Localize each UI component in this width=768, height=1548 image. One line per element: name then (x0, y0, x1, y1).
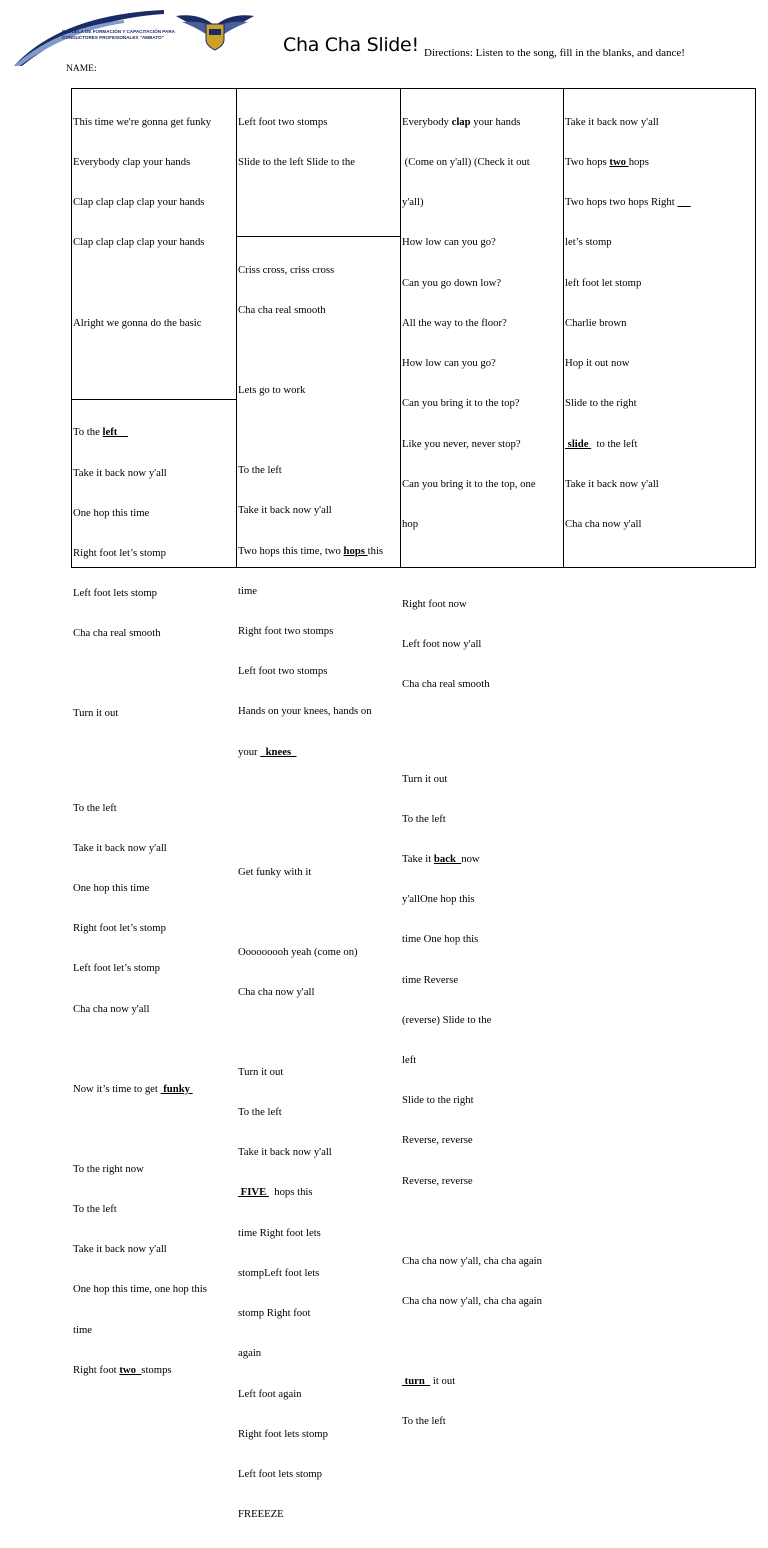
lyric-line: Get funky with it (238, 865, 312, 878)
lyric-text: To the (73, 426, 103, 439)
lyrics-column-1 (72, 89, 236, 1376)
fill-in-blank-answer: left (102, 426, 129, 439)
lyric-line-with-blank (401, 1375, 564, 1388)
lyric-line: FREEEZE (238, 1508, 284, 1521)
lyric-line: time Reverse (402, 973, 459, 986)
lyric-line: All the way to the floor? (402, 316, 507, 329)
lyric-line-with-blank (564, 438, 758, 451)
lyric-line: Criss cross, criss cross (238, 263, 335, 276)
lyrics-column-3 (400, 89, 564, 1428)
lyric-line: Take it back now y'all (73, 841, 167, 854)
lyric-line: Take it back now y'all (565, 477, 659, 490)
lyric-line: Hop it out now (565, 357, 630, 370)
lyric-line: time (73, 1323, 92, 1336)
lyric-text: stomps (141, 1363, 172, 1376)
lyric-line: Clap clap clap clap your hands (73, 196, 205, 209)
page-title: Cha Cha Slide! (283, 34, 419, 56)
lyric-line-with-blank (237, 746, 401, 759)
lyric-line: How low can you go? (402, 236, 496, 249)
lyric-line: Reverse, reverse (402, 1134, 473, 1147)
lyric-line: Right foot let’s stomp (73, 922, 166, 935)
lyric-line: Can you bring it to the top? (402, 397, 520, 410)
lyric-line: Hands on your knees, hands on (238, 705, 372, 718)
lyric-line: One hop this time (73, 881, 150, 894)
lyric-line: Clap clap clap clap your hands (73, 236, 205, 249)
lyric-line: stompLeft foot lets (238, 1266, 320, 1279)
lyric-line: let’s stomp (565, 236, 612, 249)
lyric-text: hops this (268, 1186, 313, 1199)
lyric-text: this (367, 544, 384, 557)
lyric-text: Two hops this time, two (238, 544, 344, 557)
lyric-line: Right foot two stomps (238, 625, 334, 638)
lyric-text: Two hops two hops Right (565, 196, 678, 209)
name-label: NAME: (66, 64, 97, 74)
lyric-line (401, 116, 564, 129)
lyric-line: stomp Right foot (238, 1307, 311, 1320)
lyric-line-with-blank (564, 156, 758, 169)
lyric-line: Cha cha now y'all, cha cha again (402, 1294, 542, 1307)
lyric-text: Two hops (565, 156, 610, 169)
lyric-line: Cha cha real smooth (238, 304, 326, 317)
lyric-line: (reverse) Slide to the (402, 1013, 492, 1026)
lyric-line: Cha cha now y'all (238, 985, 315, 998)
fill-in-blank-answer: back (433, 852, 462, 865)
fill-in-blank-answer: FIVE (238, 1186, 269, 1199)
lyrics-column-2 (236, 89, 401, 1521)
lyric-text: your (238, 745, 261, 758)
lyric-line: To the left (238, 464, 282, 477)
lyric-line: Slide to the left Slide to the (238, 156, 355, 169)
lyric-line: Cha cha now y'all (73, 1002, 150, 1015)
lyric-line: hop (402, 518, 419, 530)
lyric-line: Left foot lets stomp (238, 1468, 323, 1480)
lyric-line: To the left (73, 801, 117, 814)
lyric-line: One hop this time (73, 506, 150, 519)
lyric-line-with-blank (72, 1083, 236, 1096)
lyric-line: This time we're gonna get funky (73, 115, 212, 128)
lyric-line: Cha cha now y'all, cha cha again (402, 1254, 542, 1267)
lyric-line: Slide to the right (565, 397, 637, 410)
fill-in-blank-answer: slide (565, 437, 592, 450)
lyric-line: Left foot two stomps (238, 115, 328, 128)
lyric-line: Take it back now y'all (238, 1146, 332, 1159)
lyric-line-with-blank (72, 1364, 236, 1377)
lyric-line-with-blank (237, 1186, 401, 1199)
lyric-line: time Right foot lets (238, 1226, 321, 1239)
lyric-line: Turn it out (238, 1065, 284, 1078)
lyric-line: Take it back now y'all (565, 115, 659, 128)
lyric-line: Can you bring it to the top, one (402, 477, 536, 490)
lyric-line: again (238, 1347, 262, 1360)
lyric-line-with-blank (72, 426, 236, 439)
lyric-line: One hop this time, one hop this (73, 1283, 207, 1296)
lyric-text: Now it’s time to get (73, 1082, 161, 1095)
lyric-line: Cha cha real smooth (402, 678, 490, 691)
school-name-line2: CONDUCTORES PROFESIONALES "AMBATO" (62, 35, 164, 40)
lyric-line: Lets go to work (238, 384, 306, 397)
lyric-line: Left foot two stomps (238, 665, 328, 678)
lyric-line: To the left (402, 1415, 446, 1428)
lyric-line: Everybody clap your hands (73, 156, 191, 169)
winged-emblem-logo (176, 12, 254, 52)
lyric-line-with-blank (564, 196, 758, 209)
school-name (62, 29, 192, 41)
lyric-line: Can you go down low? (402, 276, 502, 289)
lyric-line: Ooooooooh yeah (come on) (238, 945, 358, 958)
lyric-line: Left foot again (238, 1387, 302, 1400)
lyric-line: Alright we gonna do the basic (73, 316, 202, 329)
lyric-line: Like you never, never stop? (402, 437, 521, 450)
fill-in-blank-answer: hops (343, 544, 368, 557)
lyric-line: How low can you go? (402, 357, 496, 370)
lyric-line: left foot let stomp (565, 276, 642, 289)
school-name-line1: ESCUELA DE FORMACIÓN Y CAPACITACIÓN PARA (62, 29, 175, 34)
lyric-line: Take it back now y'all (238, 504, 332, 517)
fill-in-blank-answer: knees (260, 745, 297, 758)
lyric-line: Take it back now y'all (73, 466, 167, 479)
lyric-text: to the left (591, 437, 638, 450)
lyric-line: To the left (73, 1202, 117, 1215)
fill-in-blank-answer: two (609, 156, 629, 169)
lyric-line: Turn it out (73, 707, 119, 720)
lyric-text: hops (628, 156, 649, 169)
column-divider-line (237, 236, 401, 237)
lyric-line: left (402, 1054, 417, 1067)
lyric-line: time One hop this (402, 933, 479, 946)
lyric-text: Right foot (73, 1363, 120, 1376)
lyric-line: Right foot now (402, 598, 467, 611)
lyric-line: Turn it out (402, 772, 448, 785)
lyrics-column-4 (563, 89, 758, 567)
lyric-line: Right foot lets stomp (238, 1427, 328, 1440)
lyric-line-with-blank (237, 545, 401, 558)
lyric-line: Take it back now y'all (73, 1243, 167, 1256)
lyric-text: Take it (402, 852, 434, 865)
lyric-line: To the right now (73, 1162, 144, 1175)
lyric-line: Right foot let’s stomp (73, 547, 166, 559)
lyric-text: your hands (470, 115, 521, 128)
lyrics-table (71, 88, 756, 1521)
lyric-text: it out (430, 1374, 456, 1387)
lyric-line: Charlie brown (565, 316, 627, 329)
lyric-line: y'all) (402, 196, 424, 209)
lyric-line: time (238, 584, 257, 597)
fill-in-blank-answer: turn (402, 1374, 431, 1387)
lyric-line: Left foot now y'all (402, 638, 482, 651)
lyric-line: (Come on y'all) (Check it out (402, 156, 530, 169)
bold-word: clap (451, 115, 471, 128)
lyric-line: Left foot lets stomp (73, 587, 158, 600)
lyric-line: To the left (238, 1106, 282, 1119)
lyric-line: Slide to the right (402, 1094, 474, 1107)
lyric-line: Cha cha real smooth (73, 627, 161, 640)
lyric-line: Reverse, reverse (402, 1174, 473, 1187)
fill-in-blank-answer: funky (160, 1082, 193, 1095)
fill-in-blank-empty (677, 196, 690, 208)
lyric-line: y'allOne hop this (402, 893, 475, 906)
lyric-line-with-blank (401, 853, 564, 866)
lyric-line: To the left (402, 812, 446, 825)
lyric-text: now (461, 852, 480, 865)
lyric-line: Left foot let’s stomp (73, 962, 160, 975)
lyric-line: Cha cha now y'all (565, 518, 642, 530)
fill-in-blank-answer: two (119, 1363, 142, 1376)
directions-text: Directions: Listen to the song, fill in the blanks, and dance! (424, 47, 685, 59)
column-divider-line (72, 399, 236, 400)
lyric-text: Everybody (402, 115, 452, 128)
